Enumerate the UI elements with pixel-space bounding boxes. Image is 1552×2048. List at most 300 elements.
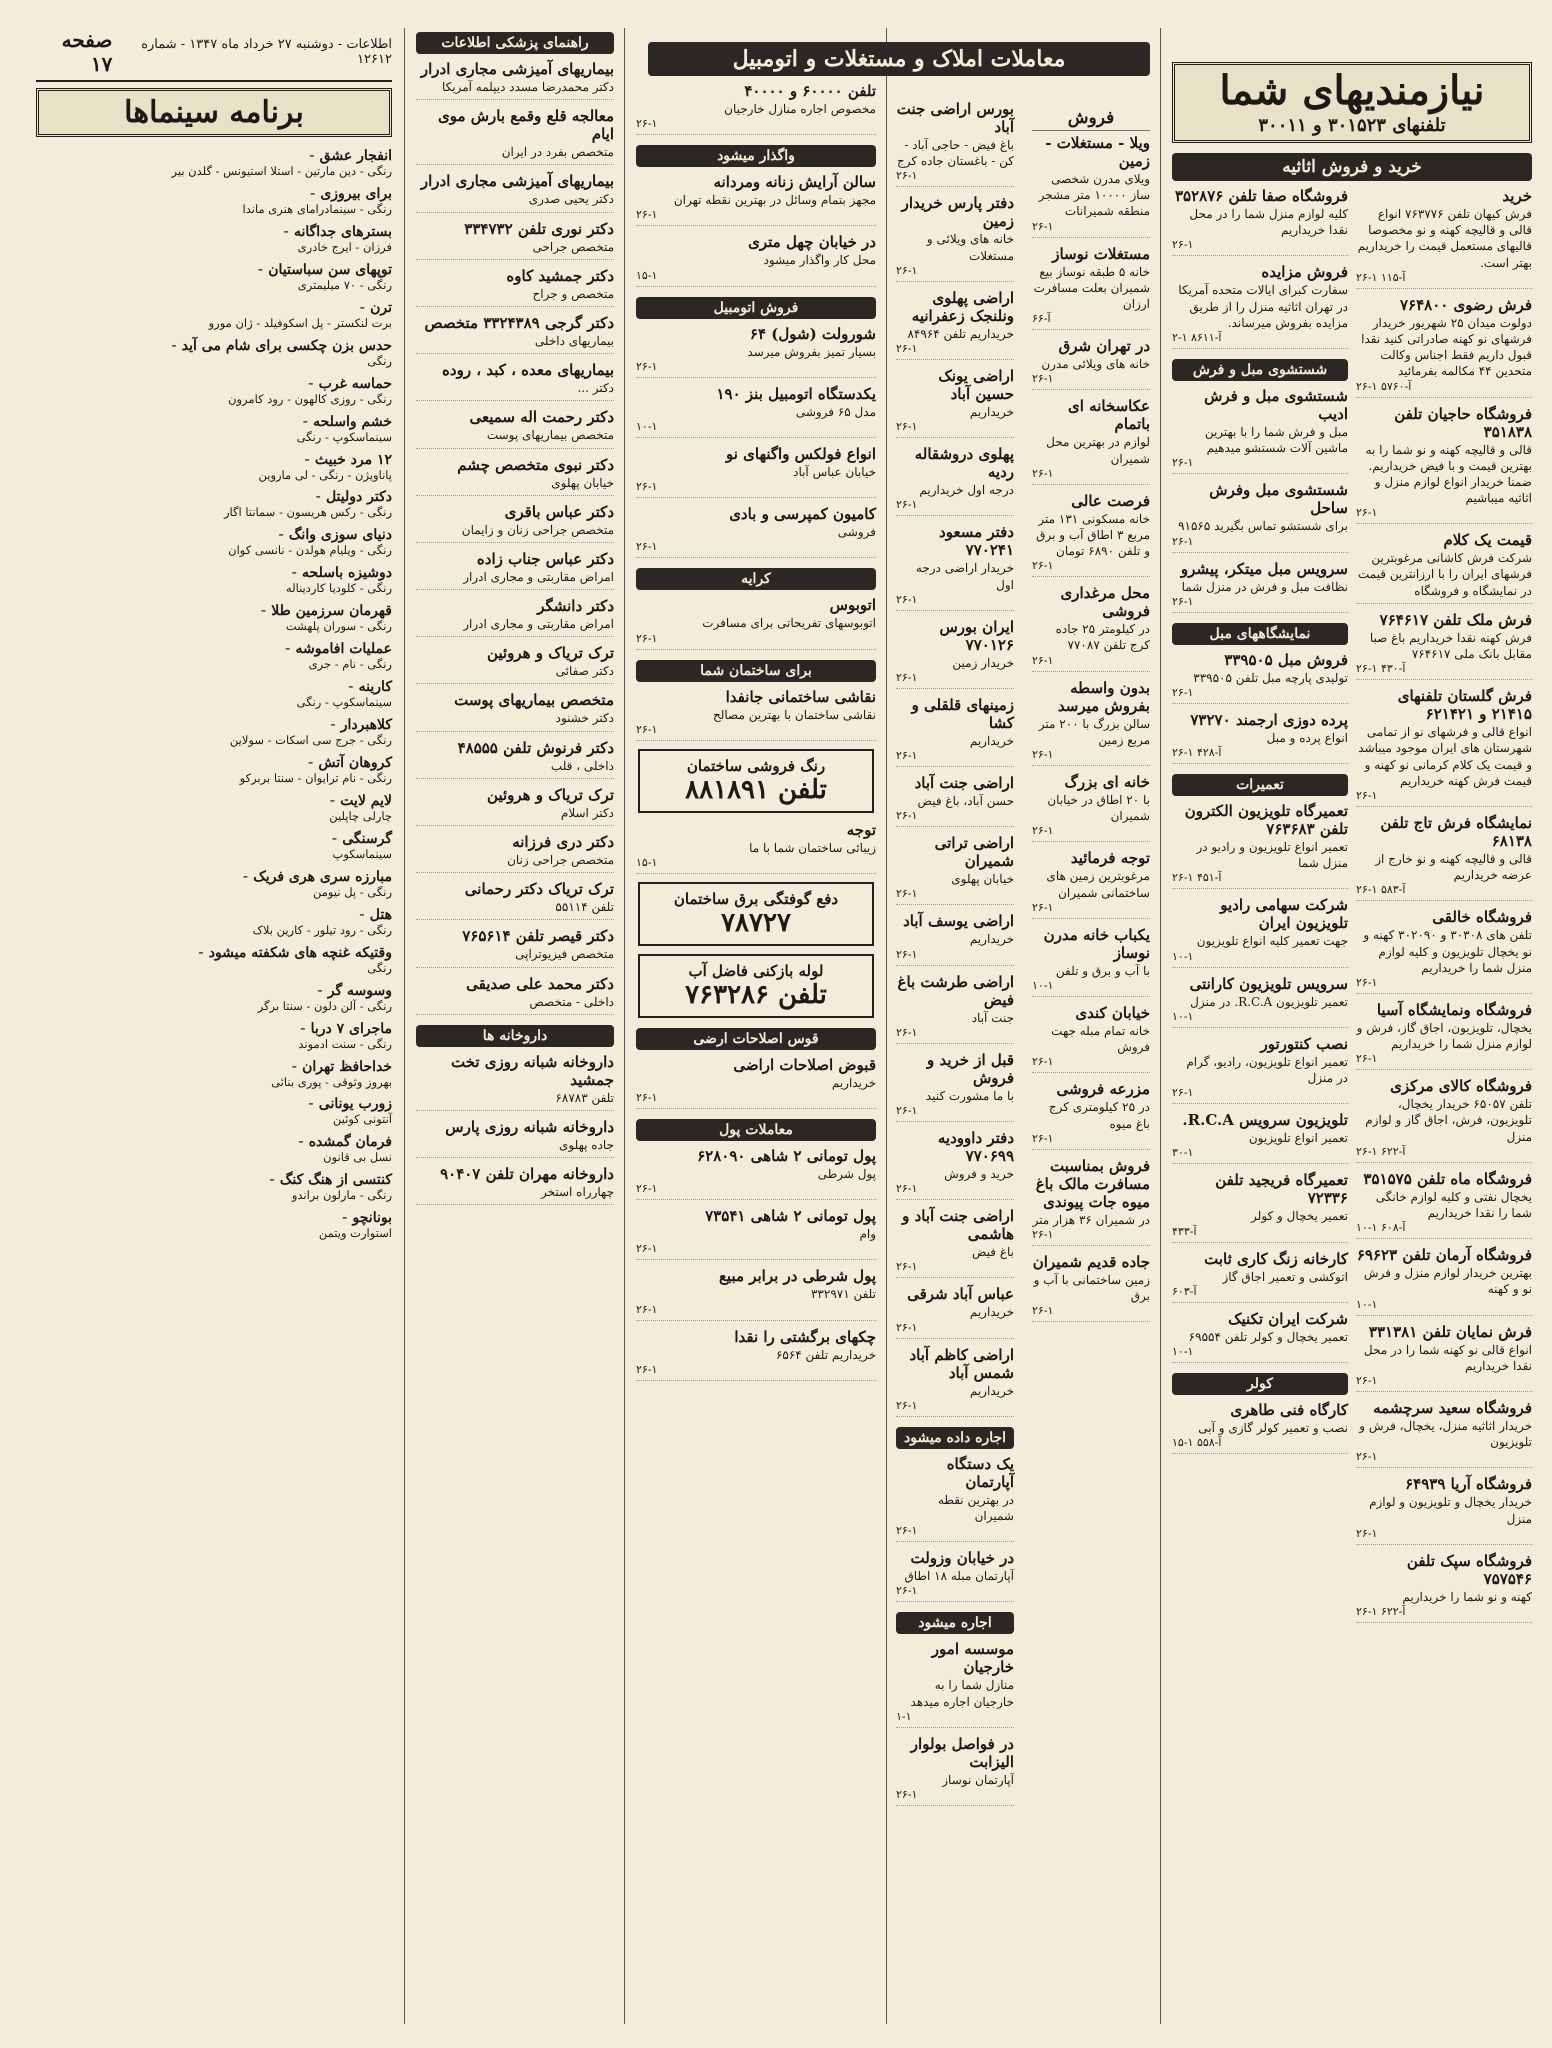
ad-code: ۲۶-۱	[636, 722, 658, 736]
column-rule	[404, 28, 405, 2024]
list-item	[1172, 651, 1348, 704]
list-item	[1172, 975, 1348, 1028]
ad-heading: موسسه امور خارجیان	[931, 1640, 1014, 1677]
ad-heading: فرش نمایان تلفن ۳۳۱۳۸۱	[1368, 1322, 1532, 1341]
ad-code: ۲۶-۱	[636, 1362, 658, 1376]
classifieds-subcolumn-left	[1172, 187, 1348, 1630]
ad-heading: سالن آرایش زنانه ومردانه	[713, 173, 876, 192]
ad-text: با ما مشورت کنید	[925, 1088, 1014, 1103]
ad-code: ۲۶-۱	[1032, 900, 1054, 914]
ad-heading: بورس اراضی جنت آباد	[896, 100, 1014, 136]
cinema-column	[28, 22, 400, 2028]
ad-code: ۲۶-۱	[1356, 975, 1378, 989]
ad-text: مجهز بتمام وسائل در بهترین نقطه تهران	[673, 193, 876, 208]
ad-heading: عکاسخانه ای باتمام	[1068, 397, 1150, 434]
ad-text: متخصص و جراح	[532, 286, 614, 301]
ad-text: انواع پرده و مبل	[1266, 730, 1348, 745]
ad-text: خانه ۵ طبقه نوساز بیع شمیران بعلت مسافرت ارزان	[1033, 264, 1150, 311]
ad-text: دکتر اسلام	[560, 805, 614, 820]
ad-text: امراض مقاربتی و مجاری ادرار	[463, 617, 614, 632]
list-item	[896, 289, 1014, 360]
list-item	[416, 739, 614, 779]
film-details: رنگی - ویلیام هولدن - نانسی کوان	[228, 543, 392, 558]
ad-code: ۲۶-۱	[1356, 1052, 1378, 1066]
list-item	[416, 1118, 614, 1158]
ad-heading: شستشوی مبل و فرش ادیب	[1204, 386, 1348, 423]
ad-code: ۱۵-۱ ۵۵۸-آ	[1172, 1436, 1222, 1450]
ad-text: انواع قالی و فرشهای نو از تمامی شهرستان های ایران موجود میباشد و قیمت یک کلام کرمانی نو کهنه و قیمت فرش کهنه خریداریم	[1358, 725, 1532, 788]
list-item	[1032, 584, 1150, 671]
ad-heading: دکتر دانشگر	[537, 597, 614, 616]
display-ad	[638, 954, 874, 1018]
ad-code: ۱۵-۱	[636, 268, 658, 282]
ad-heading: نقاشی ساختمانی جانفدا	[725, 687, 876, 706]
ad-heading: داروخانه شبانه روزی تخت جمشید	[450, 1052, 614, 1089]
list-item	[1356, 611, 1532, 680]
ad-heading: دکتر گرجی ۳۳۲۴۳۸۹ متخصص	[424, 313, 614, 332]
film-details: پاناویژن - رنگی - لی ماروین	[258, 467, 392, 482]
film-title: دوشیزه باسلحه	[302, 565, 392, 582]
list-item	[1172, 711, 1348, 764]
ad-code: ۱۰-۱	[1172, 1009, 1194, 1023]
ad-code: ۲۶-۱	[1172, 456, 1194, 470]
list-item	[896, 1285, 1014, 1338]
ad-heading: کارخانه زنگ کاری ثابت	[1204, 1249, 1348, 1268]
ad-text: درجه اول خریداریم	[919, 483, 1014, 498]
list-item	[1172, 481, 1348, 552]
list-item	[416, 927, 614, 967]
ad-heading: دکتر نوری تلفن ۳۳۴۷۳۲	[464, 219, 614, 238]
list-item	[1356, 1170, 1532, 1239]
ad-text: سالن بزرگ با ۲۰۰ متر مربع زمین	[1038, 716, 1150, 747]
list-item	[636, 233, 876, 286]
classifieds-column	[1164, 22, 1540, 2028]
ad-code: ۲۶-۱	[636, 359, 658, 373]
list-item: کنتسی از هنگ کنگ - رنگی - مارلون براندو	[36, 1169, 392, 1203]
list-item	[1356, 531, 1532, 604]
ad-heading: سرویس تلویزیون کارانتی	[1189, 974, 1348, 993]
ad-heading: ایران بورس ۷۷۰۱۲۶	[939, 617, 1014, 654]
list-item: دنیای سوزی وانگ - رنگی - ویلیام هولدن - نانسی کوان	[36, 524, 392, 558]
section-heading: خرید و فروش اثاثیه	[1172, 153, 1532, 181]
ad-heading: محل مرغداری فروشی	[1060, 584, 1150, 621]
ad-heading: بیماریهای معده ، کبد ، روده	[442, 361, 614, 380]
ad-text: تعمیر انواع تلویزیون، رادیو، گرام در منزل	[1186, 1054, 1348, 1085]
ad-code: ۲۶-۱	[1172, 534, 1194, 548]
medical-ads	[416, 60, 614, 1015]
ad-text: متخصص بیماریهای پوست	[486, 428, 614, 443]
list-item	[1356, 1323, 1532, 1392]
ad-code: ۲۶-۱ ۵۸۳-آ	[1356, 883, 1406, 897]
list-item: ماجرای ۷ دربا - رنگی - سنت ادموند	[36, 1018, 392, 1052]
film-details: فرزان - ایرج خادری	[297, 239, 392, 254]
list-item	[1032, 679, 1150, 766]
display-ad-phone: تلفن ۸۸۱۸۹۱	[685, 774, 827, 805]
list-item	[1032, 1157, 1150, 1246]
ad-code: ۲۶-۱	[896, 1025, 918, 1039]
film-details: رنگی - مارلون براندو	[291, 1188, 392, 1203]
ad-heading: تلویزیون سرویس R.C.A.	[1182, 1111, 1348, 1130]
list-item	[1356, 296, 1532, 398]
list-item	[896, 1640, 1014, 1727]
ad-code: ۲۶-۱ ۶۲۲-آ	[1356, 1604, 1406, 1618]
ad-text: زمین ساختمانی با آب و برق	[1033, 1272, 1150, 1304]
ad-code: ۲۶-۱	[896, 1398, 918, 1412]
list-item: فرمان گمشده - نسل بی قانون	[36, 1131, 392, 1165]
ad-code: ۲۶-۱	[896, 1260, 918, 1274]
auto-column	[628, 22, 884, 2028]
ad-text: خریداریم تلفن ۶۵۶۴	[775, 1347, 876, 1362]
ad-code: ۲۶-۱	[896, 592, 918, 606]
list-item: برای بیروزی - رنگی - سینمادرامای هنری ماندا	[36, 183, 392, 217]
ad-heading: در تهران شرق	[1058, 337, 1150, 356]
ad-code: ۲۶-۱	[1172, 1086, 1194, 1100]
ad-text: دکتر صفائی	[555, 664, 614, 679]
ad-text: خریدار یخچال و تلویزیون و لوازم منزل	[1369, 1495, 1532, 1526]
ad-heading: فروشگاه کالای مرکزی	[1390, 1077, 1532, 1096]
list-item	[1356, 1246, 1532, 1315]
ad-text: خانه مسکونی ۱۳۱ متر مربع ۳ اطاق آب و برق و تلفن ۶۸۹۰ تومان	[1036, 511, 1150, 559]
list-item	[416, 1053, 614, 1111]
list-item	[896, 1129, 1014, 1200]
list-item	[896, 100, 1014, 187]
film-title: هتل	[369, 906, 392, 923]
ad-text: باغ فیض	[971, 1245, 1014, 1260]
list-item: زورب یونانی - آنتونی کوئین	[36, 1093, 392, 1127]
ad-text: دکتر یحیی صدری	[528, 192, 614, 207]
ad-heading: فرش رضوی ۷۶۴۸۰۰	[1399, 295, 1532, 314]
ad-text: تعمیر انواع تلویزیون	[1248, 1131, 1348, 1146]
display-ad-text: رنگ فروشی ساختمان	[686, 756, 826, 775]
list-item: انفجار عشق - رنگی - دین مارتین - استلا استیونس - گلدن بیر	[36, 145, 392, 179]
ad-heading: پهلوی دروشقاله ردیه	[914, 445, 1014, 482]
list-item: گرسنگی - سینماسکوپ	[36, 828, 392, 862]
ad-text: خریداریم	[969, 1305, 1014, 1320]
ad-text: قالی و قالیچه کهنه و نو خارج از عرضه خریداریم	[1375, 851, 1532, 883]
ad-code: ۲۶-۱	[896, 341, 918, 355]
ad-text: با ۲۰ اطاق در خیابان شمیران	[1047, 793, 1150, 824]
ad-text: بهترین خریدار لوازم منزل و فرش نو و کهنه	[1363, 1266, 1532, 1297]
list-item	[416, 503, 614, 543]
list-item	[416, 975, 614, 1015]
ad-text: خرید و فروش	[944, 1167, 1014, 1181]
ad-heading: دفتر داوودیه ۷۷۰۶۹۹	[937, 1129, 1014, 1165]
ad-code: ۲۶-۱	[636, 540, 658, 554]
display-ad	[638, 882, 874, 946]
ad-code: ۲۶-۱ ۴۵۱-آ	[1172, 871, 1222, 885]
display-ad-phone: تلفن ۷۶۳۲۸۶	[685, 979, 827, 1010]
list-item	[896, 973, 1014, 1044]
ad-code: ۴۳۳-آ	[1172, 1224, 1197, 1238]
ad-heading: ترک تریاک و هروئین	[487, 785, 614, 804]
film-title: ۱۲ مرد خبیث	[314, 451, 392, 468]
ad-text: مخصوص اجاره منازل خارجیان	[724, 102, 876, 116]
ad-text: بسیار تمیز بفروش میرسد	[747, 344, 876, 359]
list-item	[636, 505, 876, 558]
ad-text: تلفن های ۳۰۳۰۸ و ۳۰۲۰۹۰ کهنه و نو یخچال تلویزیون و کلیه لوازم منزل شما را خریداریم	[1363, 928, 1532, 975]
ad-code: ۲۶-۱	[1032, 748, 1054, 761]
film-details: رنگی - کلودیا کاردیناله	[285, 581, 392, 596]
ad-text: خریدار اثاثیه منزل، یخچال، فرش و تلویزیون	[1359, 1418, 1532, 1450]
list-item	[416, 1165, 614, 1205]
list-item	[1032, 926, 1150, 997]
list-item	[636, 1147, 876, 1200]
list-item	[1356, 1077, 1532, 1163]
ad-code: ۶۰۳-آ	[1172, 1284, 1197, 1298]
ad-text: تلفن ۶۸۷۸۳	[555, 1090, 614, 1105]
list-item	[1356, 1399, 1532, 1468]
ad-heading: شرکت ایران تکنیک	[1228, 1309, 1348, 1328]
film-details: سینماسکوپ - رنگی	[296, 695, 392, 710]
ad-heading: دکتر قیصر تلفن ۷۶۵۶۱۴	[462, 927, 614, 946]
film-title: ترن	[370, 299, 392, 316]
list-item	[416, 786, 614, 826]
ad-heading: بدون واسطه بفروش میرسد	[1057, 678, 1150, 715]
list-item	[636, 173, 876, 226]
ad-code: ۲۶-۱	[1356, 788, 1378, 802]
list-item: بونانچو - استوارت ویتمن	[36, 1207, 392, 1241]
list-item	[896, 445, 1014, 516]
pharmacy-heading: داروخانه ها	[416, 1025, 614, 1047]
ad-heading: اتوبوس	[829, 596, 876, 615]
list-item	[636, 325, 876, 378]
ad-heading: شستشوی مبل وفرش ساحل	[1209, 481, 1348, 518]
ad-heading: جاده قدیم شمیران	[1032, 1252, 1150, 1271]
ad-text: فرش کیهان تلفن ۷۶۳۷۷۶ انواع قالی و قالیچه کهنه و نو مخصوصا قالیهای مستعمل قیمت را خریداریم بهتر است.	[1357, 207, 1532, 270]
ad-code: ۲۶-۱	[636, 480, 658, 494]
ad-heading: قیمت یک کلام	[1443, 531, 1532, 550]
ad-code: ۲۶-۱	[896, 947, 918, 961]
list-item	[896, 1346, 1014, 1417]
film-details: رنگی - رود تیلور - کارین بلاک	[252, 922, 392, 937]
ad-heading: فروشگاه آریا ۶۴۹۳۹	[1405, 1475, 1532, 1494]
ad-text: کلیه لوازم منزل شما را در محل نقدا خریداریم	[1189, 207, 1348, 238]
ad-heading: در خیابان وزولت	[910, 1549, 1014, 1568]
ad-code: ۲۶-۱	[896, 1524, 918, 1538]
ad-text: تلفن ۳۳۲۹۷۱	[810, 1287, 876, 1302]
list-item	[896, 523, 1014, 610]
ad-text: تلفن ۶۵۰۵۷ خریدار یخچال، تلویزیون، فرش، اجاق گاز و لوازم منزل	[1365, 1097, 1532, 1144]
film-details: رنگی - سوران پلهشت	[285, 619, 392, 634]
ad-text: چهارراه استخر	[540, 1185, 614, 1200]
display-ad-phone: ۷۸۷۲۷	[721, 907, 791, 938]
list-item	[1172, 1035, 1348, 1104]
ad-text: متخصص جراحی	[532, 239, 614, 254]
ad-text: آپارتمان مبله ۱۸ اطاق	[904, 1569, 1014, 1584]
ad-text: خریداریم	[969, 733, 1014, 748]
ad-code: ۲۶-۱	[896, 498, 918, 512]
film-title: کارینه	[358, 679, 392, 696]
ad-text: منازل شما را به خارجیان اجاره میدهد	[910, 1678, 1014, 1709]
ad-text: لوازم در بهترین محل شمیران	[1046, 435, 1150, 466]
list-item	[1172, 802, 1348, 889]
section-heading: فروش اتومبیل	[636, 297, 876, 319]
film-title: وقتیکه غنچه های شکفته میشود	[208, 944, 392, 961]
film-title: خشم واسلحه	[313, 413, 392, 430]
ad-code: ۲۶-۱	[636, 631, 658, 645]
ad-text: مبل و فرش شما را با بهترین ماشین آلات شستشو میدهیم	[1204, 424, 1348, 456]
page-number: صفحه ۱۷	[61, 28, 113, 76]
list-item	[416, 60, 614, 100]
film-title: لایم لایت	[340, 792, 392, 809]
ad-text: خریداریم	[969, 932, 1014, 947]
ad-heading: مستغلات نوساز	[1052, 244, 1150, 263]
ad-text: تولیدی پارچه مبل تلفن ۳۳۹۵۰۵	[1193, 670, 1348, 685]
ad-code: ۲۶-۱	[1172, 685, 1194, 699]
realty-column-right	[1024, 100, 1158, 2028]
film-title: بونانچو	[352, 1210, 392, 1227]
list-item	[636, 385, 876, 438]
ad-code: ۲۶-۱	[1032, 559, 1054, 573]
ad-text: در کیلومتر ۲۵ جاده کرج تلفن ۷۷۰۸۷	[1055, 622, 1150, 653]
film-title: عملیات افاموشه	[295, 641, 392, 658]
ad-heading: خانه ای بزرگ	[1064, 773, 1150, 791]
film-details: بهروز وثوقی - پوری بنائی	[271, 1074, 392, 1089]
ad-text: خریداریم تلفن ۸۴۹۶۴	[907, 326, 1014, 341]
ad-text: دولوت میدان ۲۵ شهریور خریدار فرشهای نو کهنه صادراتی کنید نقدا قبول داریم فقط اجناس وکالت متحدین ۴۴ مکالمه بفرمائید	[1361, 315, 1532, 379]
film-details: آنتونی کوئین	[332, 1112, 392, 1127]
ad-heading: اراضی جنت آباد	[914, 774, 1014, 793]
ad-heading: تعمیرگاه تلویزیون الکترون تلفن ۷۶۳۶۸۳	[1184, 802, 1348, 839]
film-title: انفجار عشق	[319, 148, 392, 164]
list-item: وسوسه گر - رنگی - آلن دلون - سنتا برگر	[36, 980, 392, 1014]
ad-code: ۲۶-۱	[896, 1182, 918, 1196]
ad-heading: فروشگاه سپک تلفن ۷۵۷۵۴۶	[1406, 1551, 1532, 1588]
ad-code: ۲۶-۱	[636, 1182, 658, 1196]
ad-heading: اراضی طرشت باغ فیض	[897, 972, 1014, 1009]
film-details: برت لنکستر - پل اسکوفیلد - ژان مورو	[208, 315, 392, 330]
ad-heading: قبل از خرید و فروش	[927, 1050, 1014, 1087]
section-heading: واگذار میشود	[636, 145, 876, 167]
ad-code: ۱۰-۱	[1356, 1297, 1378, 1311]
list-item: بسترهای جداگانه - فرزان - ایرج خادری	[36, 221, 392, 255]
ad-text: تلفن ۵۵۱۱۴	[555, 900, 614, 915]
section-heading: برای ساختمان شما	[636, 660, 876, 682]
ad-heading: پرده دوزی ارجمند ۷۳۲۷۰	[1190, 710, 1348, 729]
film-details: رنگی - نام ترایوان - سنتا بربرکو	[239, 771, 392, 785]
list-item	[1172, 1111, 1348, 1164]
list-item	[1172, 387, 1348, 474]
ad-code: ۲۶-۱	[896, 1104, 918, 1117]
ad-code: ۲۶-۱ ۵۷۶۰-آ	[1356, 379, 1412, 393]
ad-code: ۲۶-۱	[1032, 653, 1054, 667]
ad-heading: عباس آباد شرقی	[907, 1285, 1014, 1304]
ad-heading: فروشگاه حاجیان تلفن ۳۵۱۸۳۸	[1394, 404, 1532, 441]
ad-text: محل کار واگذار میشود	[763, 253, 876, 268]
ad-text: زیبائی ساختمان شما با ما	[749, 840, 876, 855]
ad-text: انواع قالی نو کهنه شما را در محل نقدا خریداریم	[1363, 1342, 1532, 1373]
ad-code: ۲۶-۱	[636, 1242, 658, 1256]
ad-heading: دفتر پارس خریدار زمین	[901, 194, 1014, 231]
film-title: دنیای سوزی وانگ	[288, 527, 392, 544]
ad-code: ۲۶-۱	[896, 1320, 918, 1334]
ad-heading: فرش گلستان تلفنهای ۲۱۴۱۵ و ۶۲۱۴۲۱	[1397, 687, 1532, 724]
list-item: قهرمان سرزمین طلا - رنگی - سوران پلهشت	[36, 600, 392, 634]
ad-text: خریدار زمین	[952, 655, 1014, 670]
list-item	[636, 1207, 876, 1260]
ad-text: دکتر ...	[577, 381, 614, 396]
film-title: کنتسی از هنگ کنگ	[279, 1172, 392, 1189]
list-item: لایم لایت - چارلی چاپلین	[36, 790, 392, 824]
ad-heading: دکتر نبوی متخصص چشم	[457, 455, 614, 474]
list-item: مبارزه سری هری فریک - رنگی - پل نیومن	[36, 866, 392, 900]
ad-heading: بیماریهای آمیزشی مجاری ادرار	[420, 60, 614, 78]
list-item	[896, 774, 1014, 827]
list-item: وقتیکه غنچه های شکفته میشود - رنگی	[36, 942, 392, 976]
ad-text: تعمیر انواع تلویزیون و رادیو در منزل شما	[1196, 840, 1348, 871]
ad-heading: فروش بمناسبت مسافرت مالک باغ میوه جات پیوندی	[1035, 1156, 1150, 1211]
list-item	[1032, 1253, 1150, 1322]
ad-text: شرکت فرش کاشانی مرغوبترین فرشهای ایران را با ارزانترین قیمت در نمایشگاه و فروشگاه	[1357, 551, 1532, 598]
list-item	[1172, 187, 1348, 256]
ad-heading: پول شرطی در برابر مبیع	[718, 1267, 876, 1286]
film-details: رنگی - رکس هریسون - سمانتا اگار	[223, 505, 392, 520]
ad-text: یخچال، تلویزیون، اجاق گاز، فرش و لوازم منزل شما را خریداریم	[1356, 1020, 1532, 1052]
ad-code: ۲۶-۱ ۴۳۰-آ	[1356, 662, 1406, 676]
ad-heading: یکدستگاه اتومبیل بنز ۱۹۰	[716, 384, 876, 403]
section-heading: شستشوی مبل و فرش	[1172, 359, 1348, 381]
ad-text: با آب و برق و تلفن	[1055, 963, 1150, 978]
list-item	[636, 445, 876, 498]
cinema-title: برنامه سینماها	[124, 95, 304, 130]
ad-code: ۶۶-آ	[1032, 312, 1051, 326]
ad-code: ۱۰-۱	[1172, 1344, 1194, 1358]
ad-text: متخصص بفرد در ایران	[501, 145, 614, 160]
ad-heading: فروشگاه سعید سرچشمه	[1373, 1398, 1532, 1417]
ad-code: ۲-۱ ۸۶۱۱-آ	[1172, 330, 1222, 344]
film-title: برای بیروزی	[320, 185, 392, 202]
ad-heading: داروخانه مهران تلفن ۹۰۴۰۷	[440, 1165, 614, 1184]
ad-code: ۲۶-۱	[1032, 1131, 1054, 1145]
film-title: کلاهبردار	[340, 717, 392, 734]
ad-text: متخصص جراحی زنان	[507, 853, 614, 867]
ad-text: در بهترین نقطه شمیران	[937, 1492, 1014, 1523]
list-item: دکتر دولیتل - رنگی - رکس هریسون - سمانتا اگار	[36, 486, 392, 520]
ad-text: تعمیر تلویزیون R.C.A. در منزل	[1190, 994, 1348, 1009]
ad-text: برای شستشو تماس بگیرید ۹۱۵۶۵	[1178, 519, 1348, 534]
ad-text: خریدار اراضی درجه اول	[915, 561, 1014, 592]
list-item	[636, 596, 876, 649]
ad-heading: دکتر دری فرزانه	[512, 833, 614, 851]
ad-code: ۲۶-۱	[896, 420, 918, 434]
list-item	[416, 361, 614, 401]
classifieds-grid	[1172, 187, 1532, 1630]
list-item: دوشیزه باسلحه - رنگی - کلودیا کاردیناله	[36, 562, 392, 596]
ad-text: اتوبوسهای تفریحاتی برای مسافرت	[702, 616, 876, 631]
section-heading: کولر	[1172, 1373, 1348, 1395]
ad-code: ۲۶-۱	[1356, 506, 1378, 520]
ad-code: ۱۵-۱	[636, 855, 658, 869]
list-item	[416, 408, 614, 448]
list-item	[636, 1056, 876, 1109]
list-item	[1172, 1401, 1348, 1454]
ad-code: ۲۶-۱ ۱۱۵-آ	[1356, 270, 1406, 284]
list-item	[636, 688, 876, 741]
film-details: رنگی - روزی کالهون - رود کامرون	[228, 391, 392, 406]
list-item	[896, 1735, 1014, 1806]
film-details: چارلی چاپلین	[329, 808, 392, 823]
film-details: سینماسکوپ - رنگی	[296, 429, 392, 444]
ad-heading: متخصص بیماریهای پوست	[454, 691, 614, 710]
ad-code: ۱۰-۱	[1032, 978, 1054, 992]
film-details: رنگی - سینمادرامای هنری ماندا	[242, 201, 392, 216]
film-title: فرمان گمشده	[308, 1134, 392, 1151]
list-item	[1172, 263, 1348, 349]
ad-heading: اراضی کاظم آباد شمس آباد	[909, 1345, 1014, 1382]
cinema-list	[36, 145, 392, 1241]
ad-heading: توجه فرمائید	[1070, 849, 1150, 868]
ad-code: ۲۶-۱ ۴۲۸-آ	[1172, 746, 1222, 760]
